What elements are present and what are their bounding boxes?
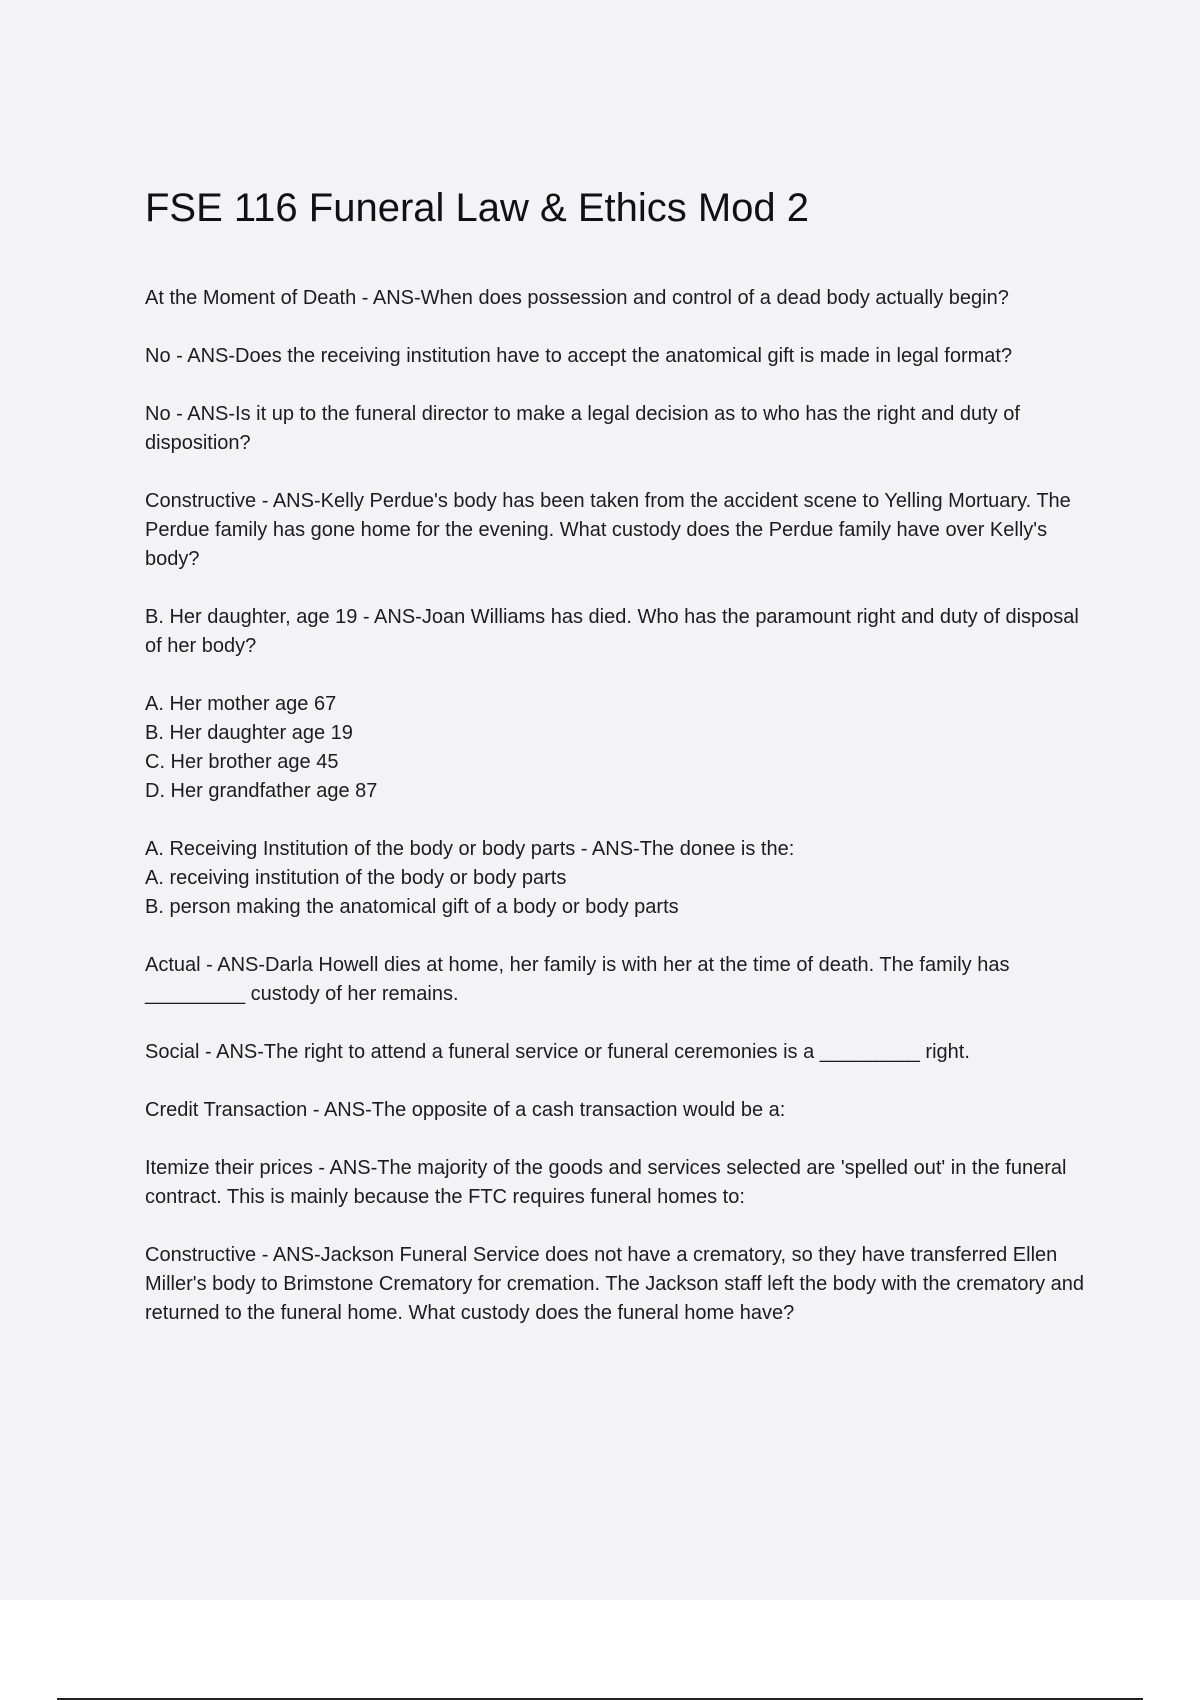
document-title: FSE 116 Funeral Law & Ethics Mod 2 — [145, 186, 810, 230]
qa-entry-1: At the Moment of Death - ANS-When does possession and control of a dead body actually begin? — [145, 287, 1009, 309]
answer-options-list: A. Her mother age 67 B. Her daughter age 19 C. Her brother age 45 D. Her grandfather age 87 — [145, 693, 378, 802]
qa-entry-10: Itemize their prices - ANS-The majority of the goods and services selected are 'spelled out' in the funeral contract. This is mainly because the FTC requires funeral homes to: — [145, 1157, 1072, 1208]
document-content — [145, 180, 1090, 1357]
qa-entry-5: B. Her daughter, age 19 - ANS-Joan Williams has died. Who has the paramount right and duty of disposal of her body? — [145, 606, 1085, 657]
qa-entry-2: No - ANS-Does the receiving institution have to accept the anatomical gift is made in legal format? — [145, 345, 1013, 367]
qa-entry-7: Actual - ANS-Darla Howell dies at home, her family is with her at the time of death. The family has _________ custody of her remains. — [145, 954, 1016, 1005]
qa-entry-11: Constructive - ANS-Jackson Funeral Service does not have a crematory, so they have transferred Ellen Miller's body to Brimstone Crematory for cremation. The Jackson staff left the body with the crematory and returned to the funeral home. What custody does the funeral home have? — [145, 1244, 1090, 1324]
qa-entry-4: Constructive - ANS-Kelly Perdue's body has been taken from the accident scene to Yelling Mortuary. The Perdue family has gone home for the evening. What custody does the Perdue family have over Kelly's body? — [145, 490, 1077, 570]
qa-entry-3: No - ANS-Is it up to the funeral director to make a legal decision as to who has the right and duty of disposition? — [145, 403, 1026, 454]
qa-entry-6: A. Receiving Institution of the body or body parts - ANS-The donee is the: A. receiving institution of the body or body parts B. person making the anatomical gift of a body or body parts — [145, 838, 795, 918]
qa-entry-9: Credit Transaction - ANS-The opposite of a cash transaction would be a: — [145, 1099, 786, 1121]
qa-entry-8: Social - ANS-The right to attend a funeral service or funeral ceremonies is a _________ right. — [145, 1041, 970, 1063]
